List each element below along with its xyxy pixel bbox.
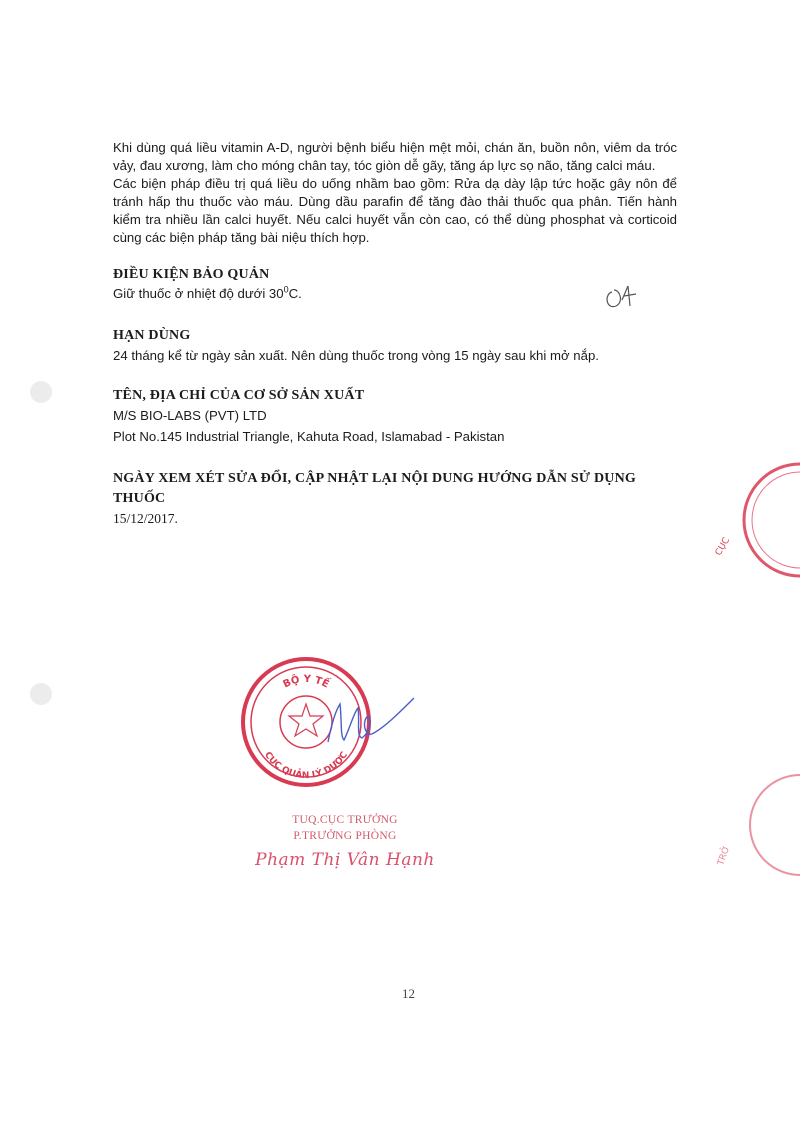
svg-text:TRỞ: TRỞ bbox=[716, 844, 733, 867]
manufacturer-address: Plot No.145 Industrial Triangle, Kahuta Road, Islamabad - Pakistan bbox=[113, 429, 505, 444]
seal-text-bottom: CỤC QUẢN LÝ DƯỢC bbox=[261, 750, 351, 782]
overdose-symptoms-paragraph: Khi dùng quá liều vitamin A-D, người bệnh biểu hiện mệt mỏi, chán ăn, buồn nôn, viêm da tróc vảy, đau xương, làm cho móng chân tay, tóc giòn dễ gãy, tăng áp lực sọ não, tăng calci máu. bbox=[113, 140, 677, 173]
svg-text:CỤC: CỤC bbox=[713, 536, 733, 558]
ink-signature bbox=[310, 692, 420, 762]
overdose-treatment-paragraph: Các biện pháp điều trị quá liều do uống nhầm bao gồm: Rửa dạ dày lập tức hoặc gây nôn để tránh hấp thu thuốc vào máu. Dùng dầu parafin để tăng đào thải thuốc qua phân. Tiến hành kiểm tra nhiều lần calci huyết. Nếu calci huyết vẫn còn cao, có thể dùng phosphat và corticoid cùng các biện pháp tăng bài niệu thích hợp. bbox=[113, 176, 677, 245]
manufacturer-name: M/S BIO-LABS (PVT) LTD bbox=[113, 408, 267, 423]
signature-title-line1: TUQ.CỤC TRƯỞNG bbox=[292, 814, 398, 826]
handwritten-initials bbox=[600, 278, 650, 318]
svg-text:BỘ Y TẾ bbox=[281, 673, 332, 691]
revision-heading-line2: THUỐC bbox=[113, 491, 166, 506]
storage-text-unit: C. bbox=[288, 286, 302, 301]
storage-text-main: Giữ thuốc ở nhiệt độ dưới 30 bbox=[113, 286, 284, 301]
page-number: 12 bbox=[402, 986, 415, 1001]
revision-date: 15/12/2017. bbox=[113, 511, 178, 526]
expiry-text: 24 tháng kể từ ngày sản xuất. Nên dùng thuốc trong vòng 15 ngày sau khi mở nắp. bbox=[113, 348, 599, 363]
signature-title-line2: P.TRƯỞNG PHÒNG bbox=[293, 830, 397, 842]
storage-heading: ĐIỀU KIỆN BẢO QUẢN bbox=[113, 267, 270, 282]
signatory-name: Phạm Thị Vân Hạnh bbox=[255, 850, 435, 870]
manufacturer-heading: TÊN, ĐỊA CHỈ CỦA CƠ SỞ SẢN XUẤT bbox=[113, 388, 365, 403]
partial-stamp-right-upper bbox=[700, 460, 800, 590]
partial-stamp-right-lower bbox=[700, 770, 800, 880]
binder-hole-bottom bbox=[30, 683, 52, 705]
signature-block bbox=[250, 812, 440, 870]
revision-heading-line1: NGÀY XEM XÉT SỬA ĐỔI, CẬP NHẬT LẠI NỘI DUNG HƯỚNG DẪN SỬ DỤNG bbox=[113, 471, 636, 486]
overdose-section bbox=[113, 139, 677, 247]
degree-superscript: 0 bbox=[283, 284, 289, 295]
expiry-heading: HẠN DÙNG bbox=[113, 328, 191, 343]
binder-hole-top bbox=[30, 381, 52, 403]
seal-text-top: BỘ Y TẾ bbox=[281, 673, 331, 691]
